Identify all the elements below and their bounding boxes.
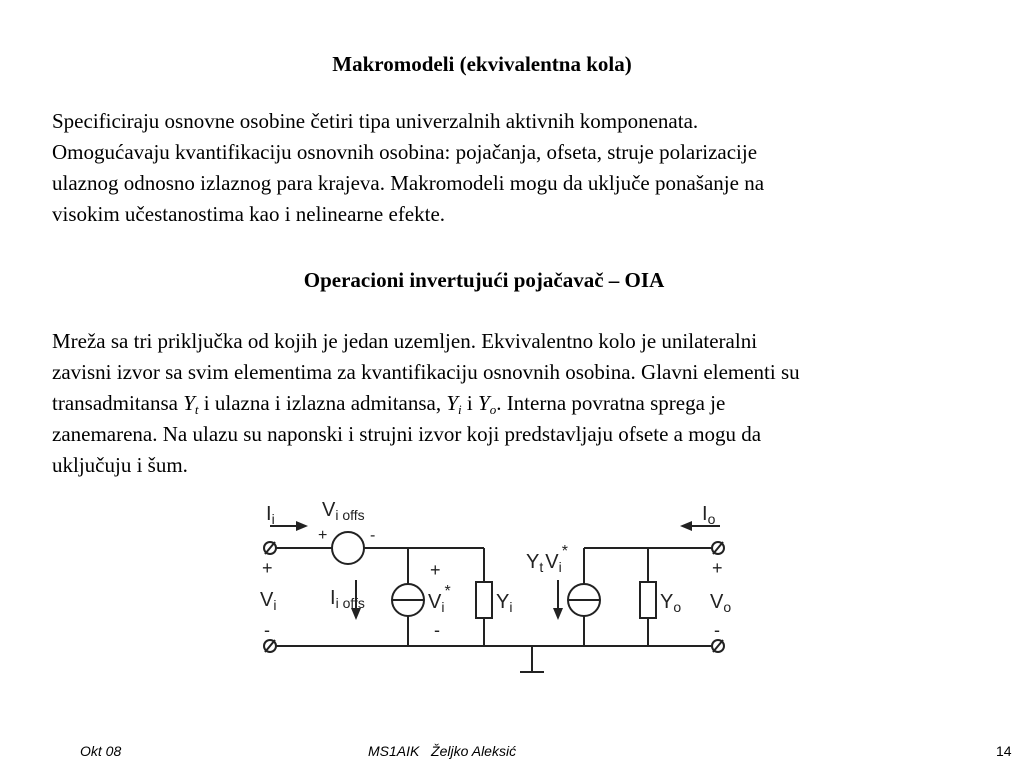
plus-output: + bbox=[712, 558, 723, 578]
para1-line-3: ulaznog odnosno izlaznog para krajeva. Makromodeli mogu da uključe ponašanje na bbox=[52, 171, 765, 195]
para1-line-2: Omogućavaju kvantifikaciju osnovnih osobina: pojačanja, ofseta, struje polarizacije bbox=[52, 140, 758, 164]
plus-vioffs: + bbox=[318, 527, 328, 544]
label-vioffs: $V_{i offs}$ bbox=[322, 499, 365, 523]
label-vo: $V_o$ bbox=[710, 591, 732, 615]
label-vistar: $V_i^*$ bbox=[428, 583, 451, 615]
label-ii: $I_i$ bbox=[266, 503, 275, 527]
text-fragment: . Interna povratna sprega je bbox=[496, 391, 726, 415]
label-yo: $Y_o$ bbox=[660, 591, 682, 615]
minus-output: - bbox=[714, 620, 720, 640]
intro-paragraph bbox=[52, 106, 982, 230]
page-number: 14 bbox=[996, 743, 1012, 759]
text-fragment: transadmitansa bbox=[52, 391, 184, 415]
minus-vistar: - bbox=[434, 620, 440, 640]
footer-course-author: MS1AIK Željko Aleksić bbox=[368, 743, 517, 759]
label-io: $I_o$ bbox=[702, 503, 716, 527]
para2-line-3 bbox=[52, 388, 982, 419]
para2-line-5: uključuju i šum. bbox=[52, 453, 188, 477]
label-ytvi: $Y_t$ $V_i^*$ bbox=[526, 543, 568, 575]
text-fragment: i bbox=[461, 391, 478, 415]
plus-input: + bbox=[262, 558, 273, 578]
admittance-yi bbox=[476, 582, 492, 618]
symbol-yi: $Y_i$ bbox=[446, 391, 462, 417]
slide-title: Makromodeli (ekvivalentna kola) bbox=[332, 52, 632, 76]
para1-line-1: Specificiraju osnovne osobine četiri tipa univerzalnih aktivnih komponenata. bbox=[52, 109, 699, 133]
arrow-ytvi-icon bbox=[553, 608, 563, 620]
minus-input: - bbox=[264, 620, 270, 640]
para2-line-4: zanemarena. Na ulazu su naponski i strujni izvor koji predstavljaju ofsete a mogu da bbox=[52, 422, 762, 446]
para2-line-2: zavisni izvor sa svim elementima za kvantifikaciju osnovnih osobina. Glavni elementi su bbox=[52, 360, 800, 384]
oia-paragraph bbox=[52, 326, 982, 481]
para2-line-1: Mreža sa tri priključka od kojih je jedan uzemljen. Ekvivalentno kolo je unilateralni bbox=[52, 329, 758, 353]
symbol-yt: $Y_t$ bbox=[183, 391, 199, 417]
text-fragment: i ulazna i izlazna admitansa, bbox=[198, 391, 447, 415]
oia-equivalent-circuit bbox=[250, 496, 750, 686]
symbol-yo: $Y_o$ bbox=[478, 391, 497, 417]
footer-date: Okt 08 bbox=[80, 743, 122, 759]
label-vi: $V_i$ bbox=[260, 589, 277, 613]
para1-line-4: visokim učestanostima kao i nelinearne efekte. bbox=[52, 202, 446, 226]
plus-vistar: + bbox=[430, 560, 441, 580]
label-iioffs: $I_{i offs}$ bbox=[330, 587, 365, 611]
label-yi: $Y_i$ bbox=[496, 591, 513, 615]
arrow-ii-icon bbox=[296, 521, 308, 531]
voltage-source-vioffs bbox=[332, 532, 364, 564]
minus-vioffs: - bbox=[370, 527, 376, 544]
section-title: Operacioni invertujući pojačavač – OIA bbox=[303, 268, 665, 292]
arrow-io-icon bbox=[680, 521, 692, 531]
admittance-yo bbox=[640, 582, 656, 618]
